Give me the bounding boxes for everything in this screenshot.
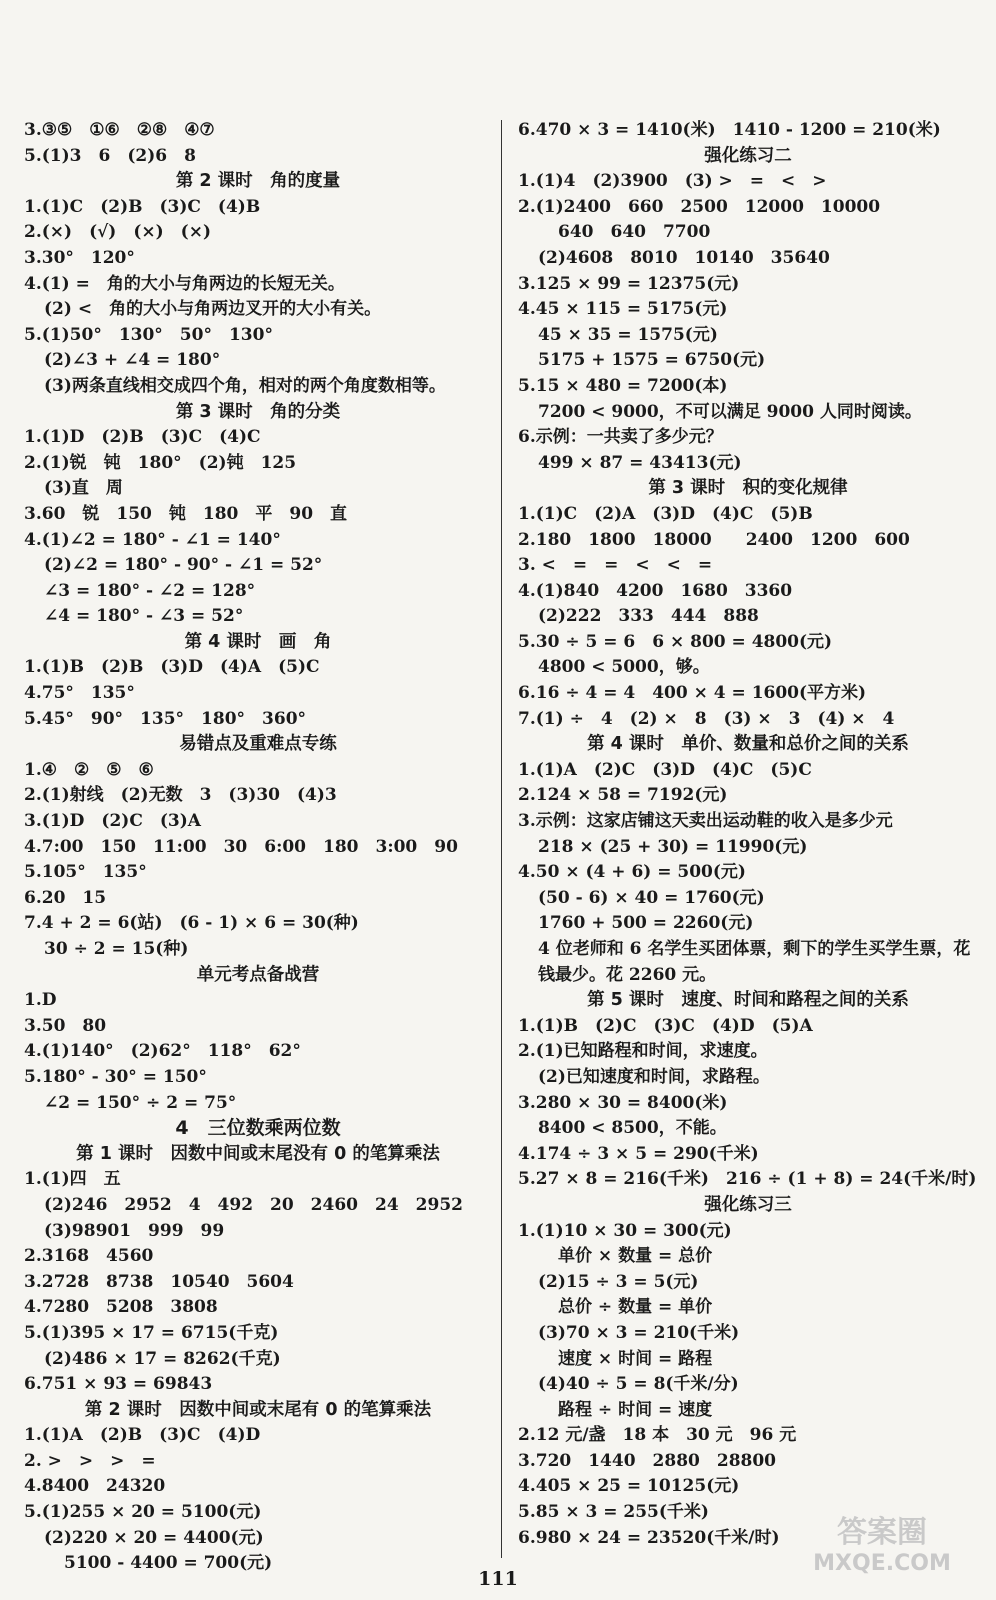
answer-line: 5175 + 1575 = 6750(元) [538,350,766,371]
watermark-line2: MXQE.COM [813,1551,951,1576]
answer-line: 4.8400 24320 [24,1476,166,1497]
answer-line: 1.(1)B (2)C (3)C (4)D (5)A [518,1015,813,1036]
answer-line: (2)4608 8010 10140 35640 [538,247,830,268]
answer-line: (3)98901 999 99 [44,1220,225,1241]
answer-line: 1760 + 500 = 2260(元) [538,913,754,934]
answer-line: (50 - 6) × 40 = 1760(元) [538,887,765,908]
section-heading: 易错点及重难点专练 [179,734,337,755]
answer-line: 5.(1)50° 130° 50° 130° [24,324,273,345]
watermark-logo [782,1508,982,1578]
answer-line: 1.(1)A (2)C (3)D (4)C (5)C [518,759,812,780]
answer-line: 1.D [24,990,57,1011]
answer-line: (3)70 × 3 = 210(千米) [538,1322,740,1343]
section-heading: 第 2 课时 角的度量 [175,171,341,192]
answer-line: (2)222 333 444 888 [538,606,759,627]
section-heading: 第 5 课时 速度、时间和路程之间的关系 [587,990,909,1011]
answer-line: 5.15 × 480 = 7200(本) [518,375,728,396]
answer-line: 3.示例：这家店铺这天卖出运动鞋的收入是多少元 [518,811,893,832]
answer-line: (4)40 ÷ 5 = 8(千米/分) [538,1374,739,1395]
page-number: 111 [478,1568,518,1590]
answer-line: 499 × 87 = 43413(元) [538,452,742,473]
answer-line: 1.(1)A (2)B (3)C (4)D [24,1425,261,1446]
answer-line: 3. < = = < < = [518,555,713,576]
answer-line: 6.16 ÷ 4 = 4 400 × 4 = 1600(平方米) [518,683,867,704]
answer-line: 4.45 × 115 = 5175(元) [518,299,728,320]
answer-line: 3.30° 120° [24,247,135,268]
answer-line: 3.280 × 30 = 8400(米) [518,1092,728,1113]
answer-line: 3.(1)D (2)C (3)A [24,811,201,832]
answer-line: 4 位老师和 6 名学生买团体票，剩下的学生买学生票，花 [538,939,971,959]
right-column [518,118,978,1551]
answer-line: 5.105° 135° [24,862,147,883]
answer-line: 2.12 元/盏 18 本 30 元 96 元 [518,1425,797,1446]
answer-line: 4.7280 5208 3808 [24,1297,218,1318]
answer-line: 5.(1)395 × 17 = 6715(千克) [24,1322,279,1343]
answer-line: 5.30 ÷ 5 = 6 6 × 800 = 4800(元) [518,631,833,652]
answer-line: 3.2728 8738 10540 5604 [24,1271,294,1292]
section-heading: 4 三位数乘两位数 [175,1117,341,1140]
answer-line: (2)220 × 20 = 4400(元) [44,1527,264,1548]
answer-line: 4.75° 135° [24,683,135,704]
answer-line: 总价 ÷ 数量 = 单价 [558,1297,713,1318]
answer-line: 4.(1) = 角的大小与角两边的长短无关。 [24,273,345,294]
answer-line: 2.(1)锐 钝 180° (2)钝 125 [24,452,297,473]
answer-line: 1.(1)C (2)B (3)C (4)B [24,196,261,217]
answer-line: (2)15 ÷ 3 = 5(元) [538,1271,699,1292]
answer-line: 30 ÷ 2 = 15(种) [44,939,189,959]
answer-line: 2.3168 4560 [24,1246,154,1267]
answer-line: (2)∠3 + ∠4 = 180° [44,350,221,371]
watermark-line1: 答案圈 [837,1515,927,1550]
left-column [24,118,492,1577]
answer-line: 1.④ ② ⑤ ⑥ [24,759,154,780]
answer-line: 1.(1)C (2)A (3)D (4)C (5)B [518,503,813,524]
answer-line: 速度 × 时间 = 路程 [558,1348,713,1369]
section-heading: 单元考点备战营 [196,964,320,985]
section-heading: 第 3 课时 角的分类 [175,401,341,422]
answer-line: 218 × (25 + 30) = 11990(元) [538,836,808,857]
answer-line: 2. > > > = [24,1450,156,1471]
answer-line: 3.50 80 [24,1015,107,1036]
answer-line: 1.(1)四 五 [24,1169,121,1190]
answer-line: 4.(1)∠2 = 180° - ∠1 = 140° [24,529,281,550]
answer-line: (2)已知速度和时间，求路程。 [538,1066,770,1087]
answer-line: (2) < 角的大小与角两边叉开的大小有关。 [44,299,382,320]
answer-line: 2.180 1800 18000 2400 1200 600 [518,529,910,550]
section-heading: 第 1 课时 因数中间或末尾没有 0 的笔算乘法 [76,1143,440,1164]
answer-line: 路程 ÷ 时间 = 速度 [558,1399,713,1420]
answer-line: 3.③⑤ ①⑥ ②⑧ ④⑦ [24,120,215,140]
answer-line: 7.(1) ÷ 4 (2) × 8 (3) × 3 (4) × 4 [518,708,895,729]
answer-line: 3.720 1440 2880 28800 [518,1450,777,1471]
answer-line: 6.751 × 93 = 69843 [24,1374,213,1395]
answer-line: 3.60 锐 150 钝 180 平 90 直 [24,503,348,524]
answer-line: 6.示例：一共卖了多少元？ [518,427,723,448]
answer-line: 5.27 × 8 = 216(千米) 216 ÷ (1 + 8) = 24(千米/时) [518,1169,977,1190]
answer-line: (3)直 周 [44,478,123,499]
answer-line: 4.(1)140° (2)62° 118° 62° [24,1041,301,1062]
section-heading: 强化练习二 [704,145,792,166]
column-divider [501,120,502,1558]
answer-line: 5100 - 4400 = 700(元) [64,1553,273,1574]
answer-line: (3)两条直线相交成四个角，相对的两个角度数相等。 [44,375,446,396]
section-heading: 第 3 课时 积的变化规律 [648,478,848,499]
section-heading: 第 4 课时 画 角 [184,631,332,652]
answer-line: 7200 < 9000，不可以满足 9000 人同时阅读。 [538,401,922,422]
answer-line: 2.(1)射线 (2)无数 3 (3)30 (4)3 [24,785,337,806]
answer-line: 4.(1)840 4200 1680 3360 [518,580,793,601]
answer-line: 4.7:00 150 11:00 30 6:00 180 3:00 90 [24,836,458,857]
answer-line: (2)246 2952 4 492 20 2460 24 2952 [44,1194,463,1215]
answer-line: 5.45° 90° 135° 180° 360° [24,708,307,729]
answer-line: 45 × 35 = 1575(元) [538,324,718,345]
answer-line: (2)486 × 17 = 8262(千克) [44,1348,281,1369]
answer-line: ∠3 = 180° - ∠2 = 128° [44,580,256,601]
answer-line: 1.(1)D (2)B (3)C (4)C [24,427,261,448]
answer-line: 4800 < 5000，够。 [538,657,710,678]
section-heading: 强化练习三 [704,1194,792,1215]
section-heading: 第 2 课时 因数中间或末尾有 0 的笔算乘法 [84,1399,432,1420]
answer-line: 5.85 × 3 = 255(千米) [518,1502,709,1523]
answer-line: 5.(1)3 6 (2)6 8 [24,145,196,166]
answer-line: 6.980 × 24 = 23520(千米/时) [518,1527,780,1548]
answer-line: 1.(1)10 × 30 = 300(元) [518,1220,732,1241]
answer-line: 7.4 + 2 = 6(站) (6 - 1) × 6 = 30(种) [24,913,359,934]
answer-line: 1.(1)4 (2)3900 (3) > = < > [518,171,827,192]
answer-line: ∠4 = 180° - ∠3 = 52° [44,606,244,627]
answer-line: 4.405 × 25 = 10125(元) [518,1476,740,1497]
answer-line: 4.50 × (4 + 6) = 500(元) [518,862,746,883]
answer-line: 4.174 ÷ 3 × 5 = 290(千米) [518,1143,759,1164]
answer-line: ∠2 = 150° ÷ 2 = 75° [44,1092,237,1113]
answer-line: 1.(1)B (2)B (3)D (4)A (5)C [24,657,320,678]
answer-line: 2.(1)已知路程和时间，求速度。 [518,1041,768,1062]
answer-line: 2.124 × 58 = 7192(元) [518,785,728,806]
answer-line: 2.(1)2400 660 2500 12000 10000 [518,196,881,217]
section-heading: 第 4 课时 单价、数量和总价之间的关系 [587,734,909,755]
answer-line: 6.20 15 [24,887,107,908]
answer-line: 2.(×) (√) (×) (×) [24,222,211,243]
answer-line: 单价 × 数量 = 总价 [558,1246,713,1267]
answer-line: (2)∠2 = 180° - 90° - ∠1 = 52° [44,555,323,576]
answer-line: 640 640 7700 [558,222,711,243]
answer-line: 8400 < 8500，不能。 [538,1118,727,1139]
answer-line: 钱最少。花 2260 元。 [538,964,717,985]
answer-line: 5.180° - 30° = 150° [24,1066,207,1087]
answer-line: 6.470 × 3 = 1410(米) 1410 - 1200 = 210(米) [518,120,941,140]
answer-line: 5.(1)255 × 20 = 5100(元) [24,1502,262,1523]
answer-line: 3.125 × 99 = 12375(元) [518,273,740,294]
